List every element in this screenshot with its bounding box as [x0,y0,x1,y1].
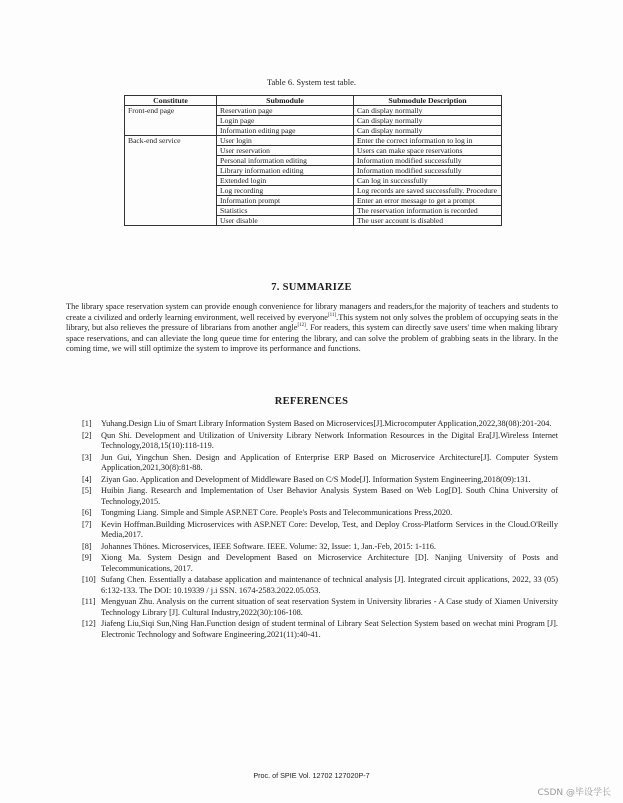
table-header-row [125,96,502,106]
reference-item [82,486,558,507]
submodule-cell: Login page [217,116,354,126]
submodule-cell: Personal information editing [217,156,354,166]
reference-text: Tongming Liang. Simple and Simple ASP.NET Core. People's Posts and Telecommunications Press,2020. [101,508,453,518]
reference-list [82,419,558,641]
header-submodule: Submodule [217,96,354,106]
reference-item [82,575,558,596]
submodule-cell: Information editing page [217,126,354,136]
csdn-watermark: CSDN @毕设学长 [537,788,611,798]
reference-number: [1] [82,419,92,428]
reference-item [82,453,558,474]
table-row [125,196,502,206]
system-test-table [124,95,502,226]
constitute-cell [125,196,217,206]
table-row [125,206,502,216]
summary-text-2: .This system not only solves the problem of occupying seats in the library, but also relieves the pressure of librarians from another angle [66,312,559,333]
table-caption: Table 6. System test table. [266,77,357,87]
header-submodule-description: Submodule Description [354,96,502,106]
reference-text: Sufang Chen. Essentially a database application and maintenance of technical analysis [J]. Integrated circuit applications, 2022, 33 (05) 6:132-133. The DOI: 10.19339 / j.i SSN. 1674-2583.2022.05.053. [101,575,558,595]
table-row [125,116,502,126]
reference-number: [2] [82,430,92,440]
table-row [125,186,502,196]
description-cell: Can log in successfully [354,176,502,186]
table-row [125,166,502,176]
table-row [125,136,502,146]
constitute-cell [125,176,217,186]
reference-item [82,597,558,618]
header-constitute: Constitute [125,96,217,106]
reference-item [82,553,558,574]
submodule-cell: User login [217,136,354,146]
constitute-cell [125,216,217,226]
description-cell: Can display normally [354,126,502,136]
table-row [125,216,502,226]
reference-number: [6] [82,508,92,518]
table-row [125,126,502,136]
submodule-cell: Reservation page [217,106,354,116]
reference-number: [10] [82,575,96,585]
submodule-cell: Information prompt [217,196,354,206]
reference-text: Jun Gui, Yingchun Shen. Design and Application of Enterprise ERP Based on Microservice Architecture[J]. Computer System Application,2021,30(8):81-88. [101,452,558,472]
summary-paragraph [66,302,558,355]
summary-text-3: . For readers, this system can directly save users' time when making library space reservations, and can alleviate the long queue time for entering the library, and can solve the problem of grabbing seats in the library. In the coming time, we will still optimize the system to improve its performance and functions. [66,323,558,354]
reference-number: [7] [82,519,92,529]
submodule-cell: User reservation [217,146,354,156]
reference-item [82,520,558,541]
reference-item [82,619,558,640]
description-cell: Can display normally [354,106,502,116]
reference-number: [12] [82,619,96,629]
description-cell: Users can make space reservations [354,146,502,156]
submodule-cell: Library information editing [217,166,354,176]
description-cell: The reservation information is recorded [354,206,502,216]
constitute-cell [125,206,217,216]
reference-text: Ziyan Gao. Application and Development of Middleware Based on C/S Mode[J]. Information System Engineering,2018(09):131. [101,474,531,484]
description-cell: Enter the correct information to log in [354,136,502,146]
reference-number: [4] [82,474,92,484]
table-row [125,106,502,116]
reference-text: Qun Shi. Development and Utilization of University Library Network Information Resources in the Digital Era[J].Wireless Internet Technology,2018,15(10):118-119. [101,430,558,450]
citation-12: [12] [297,323,306,329]
constitute-cell [125,146,217,156]
reference-number: [3] [82,452,92,462]
description-cell: Can display normally [354,116,502,126]
constitute-cell [125,186,217,196]
reference-number: [9] [82,553,92,563]
submodule-cell: Statistics [217,206,354,216]
page-footer: Proc. of SPIE Vol. 12702 127020P-7 [253,771,370,780]
table-row [125,146,502,156]
description-cell: Information modified successfully [354,156,502,166]
reference-text: Xiong Ma. System Design and Development Based on Microservice Architecture [D]. Nanjing University of Posts and Telecommunications, 2017. [101,553,558,573]
reference-item [82,431,558,452]
constitute-cell [125,116,217,126]
reference-text: Jiafeng Liu,Siqi Sun,Ning Han.Function design of student terminal of Library Seat Selection System based on wechat mini Program [J]. Electronic Technology and Software Engineering,2021(11):40-41. [101,619,558,639]
summary-text-1: The library space reservation system can provide enough convenience for library managers and readers,for the majority of teachers and students to create a civilized and orderly learning environment, well received by everyone [66,302,558,322]
summarize-heading: 7. SUMMARIZE [271,282,352,293]
constitute-cell: Front-end page [125,106,217,116]
description-cell: The user account is disabled [354,216,502,226]
submodule-cell: User disable [217,216,354,226]
reference-item [82,508,558,518]
description-cell: Log records are saved successfully. Procedure [354,186,502,196]
reference-item [82,542,558,552]
table-row [125,176,502,186]
submodule-cell: Log recording [217,186,354,196]
reference-text: Kevin Hoffman.Building Microservices with ASP.NET Core: Develop, Test, and Deploy Cross-Platform Services in the Cloud.O'Reilly Media,2017. [101,519,558,540]
submodule-cell: Extended login [217,176,354,186]
constitute-cell [125,126,217,136]
reference-item [82,475,558,485]
references-heading: REFERENCES [274,396,349,407]
description-cell: Enter an error message to get a prompt [354,196,502,206]
description-cell: Information modified successfully [354,166,502,176]
table-row [125,156,502,166]
reference-text: Yuhang.Design Liu of Smart Library Information System Based on Microservices[J].Microcomputer Application,2022,38(08):201-204. [101,419,552,428]
reference-number: [8] [82,541,92,551]
reference-text: Huibin Jiang. Research and Implementation of User Behavior Analysis System Based on Web Log[D]. South China University of Technology,2015. [101,486,558,506]
constitute-cell [125,166,217,176]
reference-number: [5] [82,486,92,496]
constitute-cell: Back-end service [125,136,217,146]
reference-text: Johannes Thönes. Microservices, IEEE Software. IEEE. Volume: 32, Issue: 1, Jan.-Feb, 2015: 1-116. [101,541,436,551]
reference-number: [11] [82,597,96,607]
citation-11: [11] [328,312,337,318]
constitute-cell [125,156,217,166]
reference-item [82,419,558,429]
reference-text: Mengyuan Zhu. Analysis on the current situation of seat reservation System in University libraries - A Case study of Xiamen University Technology Library [J]. Cultural Industry,2022(30):106-108. [101,597,558,617]
